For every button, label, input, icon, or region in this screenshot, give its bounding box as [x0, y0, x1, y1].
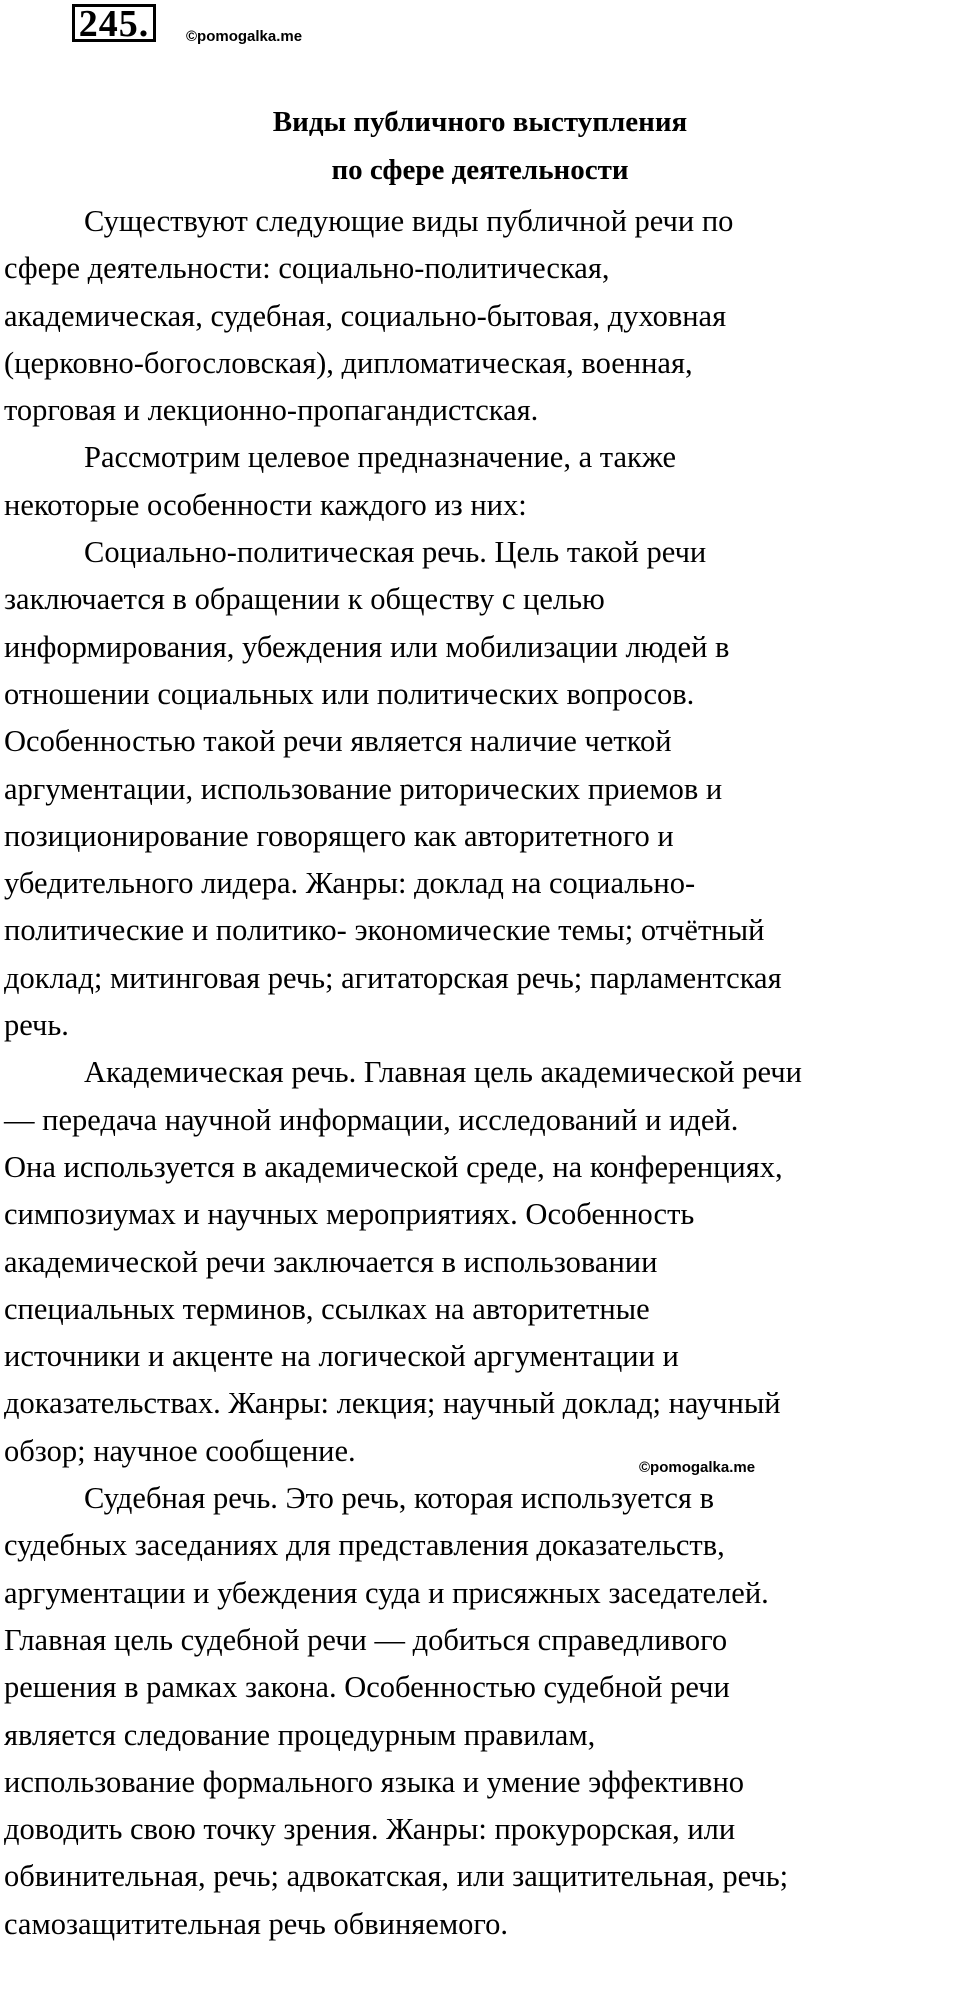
text-line: судебных заседаниях для представления доказательств, [4, 1528, 725, 1563]
text-line: некоторые особенности каждого из них: [4, 487, 527, 522]
text-line: академической речи заключается в использовании [4, 1244, 658, 1279]
text-line: доклад; митинговая речь; агитаторская речь; парламентская [4, 960, 782, 995]
text-line: Особенностью такой речи является наличие четкой [4, 724, 672, 759]
text-line: убедительного лидера. Жанры: доклад на социально- [4, 866, 696, 901]
text-line: торговая и лекционно-пропагандистская. [4, 393, 539, 428]
text-line: речь. [4, 1008, 69, 1043]
document-title-line-2: по сфере деятельности [331, 154, 629, 186]
text-line: аргументации и убеждения суда и присяжных заседателей. [4, 1575, 769, 1610]
text-line: Социально-политическая речь. Цель такой речи [84, 535, 707, 570]
text-line: доказательствах. Жанры: лекция; научный доклад; научный [4, 1386, 781, 1421]
text-line: Главная цель судебной речи — добиться справедливого [4, 1622, 728, 1657]
document-body [4, 198, 954, 1948]
text-line: заключается в обращении к обществу с целью [4, 582, 605, 617]
text-line: Рассмотрим целевое предназначение, а также [84, 440, 677, 475]
text-line: Академическая речь. Главная цель академической речи [84, 1055, 802, 1090]
text-line: использование формального языка и умение эффективно [4, 1764, 745, 1799]
text-line: решения в рамках закона. Особенностью судебной речи [4, 1670, 730, 1705]
text-line: обвинительная, речь; адвокатская, или защитительная, речь; [4, 1859, 789, 1894]
text-line: информирования, убеждения или мобилизации людей в [4, 629, 730, 664]
text-line: сфере деятельности: социально-политическая, [4, 251, 610, 286]
text-line: политические и политико- экономические темы; отчётный [4, 913, 765, 948]
text-line: симпозиумах и научных мероприятиях. Особенность [4, 1197, 695, 1232]
text-line: специальных терминов, ссылках на авторитетные [4, 1291, 650, 1326]
document-title-line-1: Виды публичного выступления [272, 106, 688, 138]
text-line: самозащитительная речь обвиняемого. [4, 1906, 509, 1941]
text-line: академическая, судебная, социально-бытовая, духовная [4, 298, 727, 333]
text-line: — передача научной информации, исследований и идей. [4, 1102, 739, 1137]
text-line: Она используется в академической среде, на конференциях, [4, 1149, 783, 1184]
text-line: источники и акценте на логической аргументации и [4, 1339, 679, 1374]
watermark: ©pomogalka.me [186, 28, 303, 45]
watermark: ©pomogalka.me [639, 1459, 756, 1476]
text-line: аргументации, использование риторических приемов и [4, 771, 723, 806]
text-line: доводить свою точку зрения. Жанры: прокурорская, или [4, 1812, 736, 1847]
text-line: обзор; научное сообщение. [4, 1433, 356, 1468]
text-line: Существуют следующие виды публичной речи по [84, 204, 734, 238]
text-line: Судебная речь. Это речь, которая используется в [84, 1481, 714, 1516]
text-line: отношении социальных или политических вопросов. [4, 676, 695, 711]
task-number: 245. [72, 4, 156, 42]
text-line: (церковно-богословская), дипломатическая, военная, [4, 345, 693, 380]
text-line: является следование процедурным правилам, [4, 1717, 596, 1752]
text-line: позиционирование говорящего как авторитетного и [4, 818, 674, 853]
